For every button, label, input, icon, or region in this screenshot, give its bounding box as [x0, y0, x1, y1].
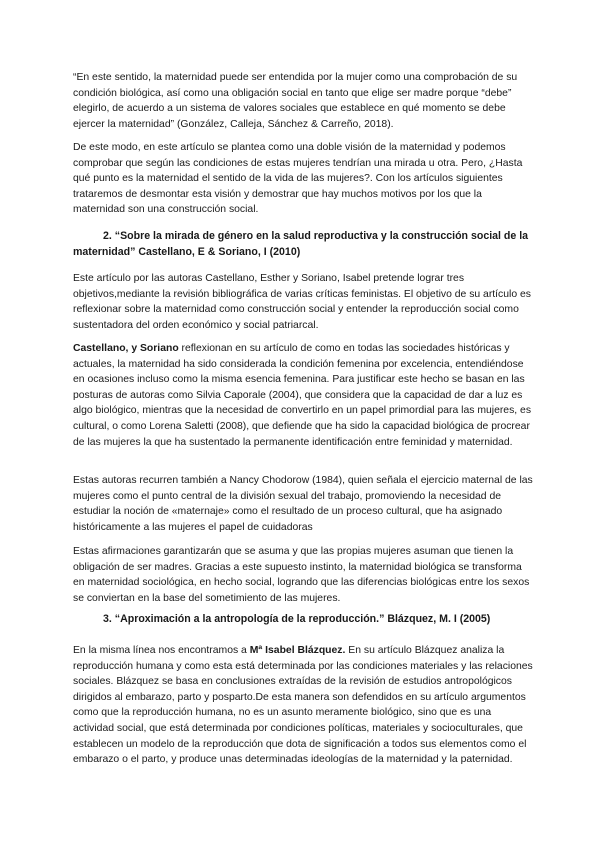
- author-names-bold: Castellano, y Soriano: [73, 343, 179, 354]
- paragraph-blazquez: [73, 643, 535, 768]
- paragraph-quote: “En este sentido, la maternidad puede ser entendida por la mujer como una comprobación de su condición biológica, así como una obligación social en tanto que elige ser madre porque “debe” elegirlo, de acuerdo a un sistema de valores sociales que establece en qué momento se debe ejercer la maternidad” (González, Calleja, Sánchez & Carreño, 2018).: [73, 72, 518, 130]
- paragraph-castellano-intro: Este artículo por las autoras Castellano, Esther y Soriano, Isabel pretende lograr tres objetivos,mediante la revisión bibliográfica de varias críticas feministas. El objetivo de su artículo es reflexionar sobre la maternidad como construcción social y entender la reproducción social como sustentadora del orden económico y social patriarcal.: [73, 273, 531, 331]
- paragraph-text: En la misma línea nos encontramos a: [73, 645, 250, 656]
- paragraph-intro: De este modo, en este artículo se plantea como una doble visión de la maternidad y podemos comprobar que según las condiciones de estas mujeres tendrían una mirada u otra. Pero, ¿Hasta qué punto es la maternidad el sentido de la vida de las mujeres?. Con los artículos siguientes trataremos de desmontar esta visión y demostrar que hay muchos motivos por los que la maternidad son una construcción social.: [73, 142, 523, 216]
- author-name-bold: Mª Isabel Blázquez.: [249, 645, 346, 656]
- section-heading-3: 3. “Aproximación a la antropología de la reproducción.” Blázquez, M. I (2005): [103, 613, 491, 625]
- paragraph-text: reflexionan en su artículo de como en todas las sociedades históricas y actuales, la maternidad ha sido considerada la condición femenina por excelencia, entendiéndose en ocasiones incluso como la misma esencia femenina. Para justificar este hecho se basan en las posturas de autoras como Silvia Caporale (2004), que considera que la capacidad de dar a luz es algo biológico, mientras que la necesidad de convertirlo en un papel primordial para las mujeres, es cultural, o como Lorena Saletti (2008), que defiende que ha sido la capacidad biológica de procrear de las mujeres la que ha sustentado la permanente identificación entre feminidad y maternidad.: [73, 343, 532, 448]
- paragraph-text: En su artículo Blázquez analiza la reproducción humana y como esta está determinada por las condiciones materiales y las relaciones sociales. Blázquez se basa en conclusiones extraídas de la revisión de estudios antropológicos dirigidos al embarazo, parto y posparto.De esta manera son defendidos en su artículo argumentos como que la reproducción humana, no es un asunto meramente biológico, sino que es una actividad social, que está determinada por condiciones políticas, materiales y socioculturales, que establecen un modelo de la reproducción que dota de significación a todos sus elementos como el embarazo o el parto, y produce unas determinadas ideologías de la maternidad y la paternidad.: [73, 645, 533, 766]
- paragraph-chodorow: Estas autoras recurren también a Nancy Chodorow (1984), quien señala el ejercicio maternal de las mujeres como el punto central de la división sexual del trabajo, promoviendo la necesidad de estudiar la noción de «maternaje» como el resultado de un proceso cultural, que ha asignado históricamente a las mujeres el papel de cuidadoras: [73, 475, 533, 533]
- paragraph-affirmations: Estas afirmaciones garantizarán que se asuma y que las propias mujeres asuman que tienen la obligación de ser madres. Gracias a este supuesto instinto, la maternidad biológica se transforma en maternidad sociológica, en hecho social, logrando que las diferencias biológicas entre los sexos se conviertan en la base del sometimiento de las mujeres.: [73, 546, 530, 604]
- section-heading-2: 2. “Sobre la mirada de género en la salud reproductiva y la construcción social de la maternidad” Castellano, E & Soriano, I (2010): [73, 230, 529, 258]
- paragraph-castellano-analysis: [73, 341, 535, 450]
